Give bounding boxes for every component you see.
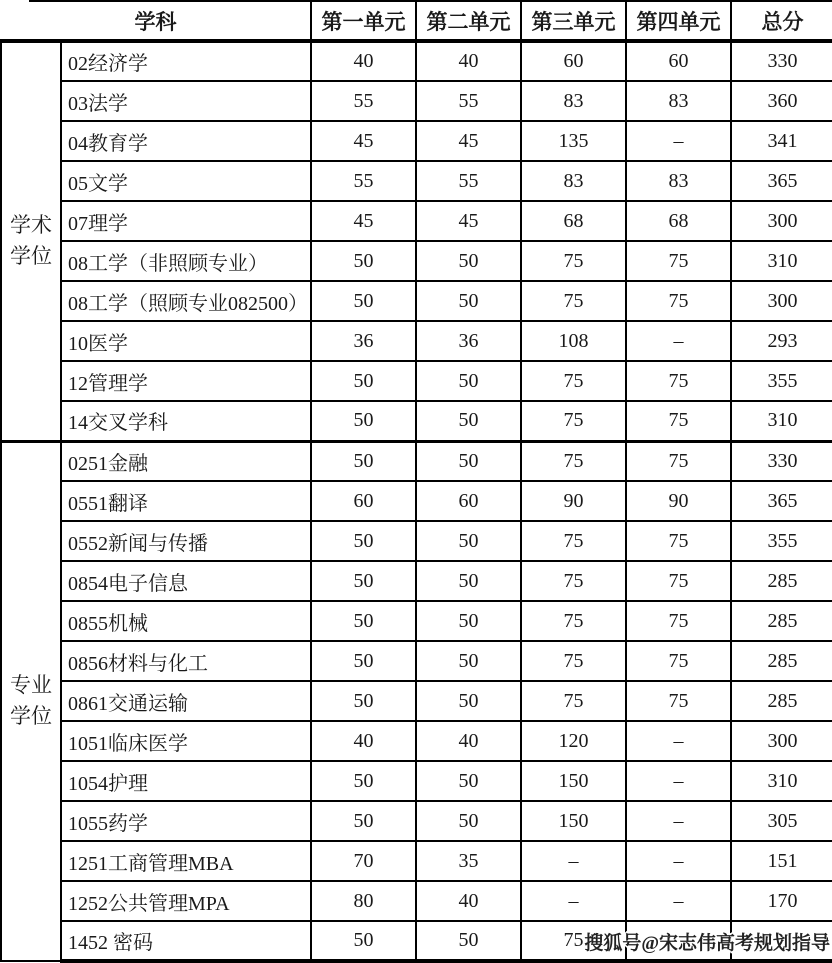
score-cell: 45 xyxy=(416,201,521,241)
subject-cell: 05文学 xyxy=(61,161,311,201)
score-cell: 300 xyxy=(731,281,832,321)
subject-cell: 0861交通运输 xyxy=(61,681,311,721)
score-cell: 310 xyxy=(731,401,832,441)
subject-cell: 1054护理 xyxy=(61,761,311,801)
header-subject: 学科 xyxy=(1,1,311,41)
table-row xyxy=(1,281,832,321)
score-cell: 310 xyxy=(731,241,832,281)
score-cell: 75 xyxy=(626,641,731,681)
score-cell: 50 xyxy=(311,401,416,441)
subject-cell: 0551翻译 xyxy=(61,481,311,521)
corner-blank xyxy=(0,0,29,4)
table-row xyxy=(1,81,832,121)
subject-cell: 1055药学 xyxy=(61,801,311,841)
subject-cell: 0854电子信息 xyxy=(61,561,311,601)
score-cell: 75 xyxy=(626,441,731,481)
score-cell: 40 xyxy=(311,41,416,81)
score-cell: 90 xyxy=(521,481,626,521)
score-cell: 285 xyxy=(731,681,832,721)
score-cell: 365 xyxy=(731,161,832,201)
table-row xyxy=(1,401,832,441)
score-cell: 341 xyxy=(731,121,832,161)
score-cell: 75 xyxy=(626,401,731,441)
subject-cell: 14交叉学科 xyxy=(61,401,311,441)
score-cell: 50 xyxy=(311,241,416,281)
score-cell: 40 xyxy=(416,881,521,921)
score-cell: 50 xyxy=(416,401,521,441)
score-cell: 285 xyxy=(731,641,832,681)
table-row xyxy=(1,681,832,721)
table-body xyxy=(1,41,832,961)
header-unit3: 第三单元 xyxy=(521,1,626,41)
score-cell: – xyxy=(521,841,626,881)
score-cell: 75 xyxy=(521,241,626,281)
score-cell: 50 xyxy=(416,801,521,841)
score-cell: 68 xyxy=(521,201,626,241)
subject-cell: 02经济学 xyxy=(61,41,311,81)
table-row xyxy=(1,521,832,561)
score-cell: 151 xyxy=(731,841,832,881)
score-cell: 300 xyxy=(731,201,832,241)
subject-cell: 03法学 xyxy=(61,81,311,121)
subject-cell: 1452 密码 xyxy=(61,921,311,961)
score-cell: 75 xyxy=(521,641,626,681)
score-cell: 75 xyxy=(626,601,731,641)
subject-cell: 08工学（照顾专业082500） xyxy=(61,281,311,321)
table-row xyxy=(1,721,832,761)
subject-cell: 0856材料与化工 xyxy=(61,641,311,681)
table-row xyxy=(1,641,832,681)
header-unit1: 第一单元 xyxy=(311,1,416,41)
score-cell: – xyxy=(626,121,731,161)
score-cell: 50 xyxy=(311,641,416,681)
table-row xyxy=(1,441,832,481)
score-cell: 90 xyxy=(626,481,731,521)
score-cell: 55 xyxy=(416,81,521,121)
score-cell: 50 xyxy=(311,521,416,561)
subject-cell: 0855机械 xyxy=(61,601,311,641)
table-row xyxy=(1,241,832,281)
score-cell: 50 xyxy=(311,561,416,601)
score-cell: 50 xyxy=(416,921,521,961)
score-cell: 50 xyxy=(311,281,416,321)
header-unit4: 第四单元 xyxy=(626,1,731,41)
score-cell: 108 xyxy=(521,321,626,361)
table-row xyxy=(1,361,832,401)
score-cell: 330 xyxy=(731,41,832,81)
score-cell: 75 xyxy=(521,921,626,961)
score-cell: 40 xyxy=(416,721,521,761)
score-cell: 50 xyxy=(416,561,521,601)
score-cell: 50 xyxy=(311,761,416,801)
score-cell: 75 xyxy=(521,601,626,641)
score-cell: – xyxy=(626,321,731,361)
degree-group-label: 学术学位 xyxy=(1,41,61,441)
score-cell: 36 xyxy=(311,321,416,361)
score-cell: 75 xyxy=(521,281,626,321)
score-cell: 35 xyxy=(416,841,521,881)
score-cell: 45 xyxy=(311,121,416,161)
score-cell: 50 xyxy=(416,761,521,801)
score-cell: 50 xyxy=(311,361,416,401)
score-cell: 365 xyxy=(731,481,832,521)
score-cell: 68 xyxy=(626,201,731,241)
score-cell: 40 xyxy=(416,41,521,81)
score-cell: 50 xyxy=(416,641,521,681)
table-row xyxy=(1,201,832,241)
score-cell: 75 xyxy=(626,361,731,401)
score-cell: – xyxy=(626,801,731,841)
score-cell: 75 xyxy=(626,561,731,601)
score-cell: 75 xyxy=(521,401,626,441)
score-cell: – xyxy=(626,721,731,761)
subject-cell: 07理学 xyxy=(61,201,311,241)
score-cell: – xyxy=(521,881,626,921)
score-cell: 285 xyxy=(731,561,832,601)
score-cell: 70 xyxy=(311,841,416,881)
score-cell: 60 xyxy=(626,41,731,81)
score-cell: 50 xyxy=(416,281,521,321)
score-cell: 50 xyxy=(311,681,416,721)
score-cell: 150 xyxy=(521,801,626,841)
score-cell: 75 xyxy=(626,681,731,721)
subject-cell: 1252公共管理MPA xyxy=(61,881,311,921)
score-cell: 150 xyxy=(521,761,626,801)
score-cell: 330 xyxy=(731,441,832,481)
score-cell: – xyxy=(626,841,731,881)
subject-cell: 0552新闻与传播 xyxy=(61,521,311,561)
subject-cell: 1051临床医学 xyxy=(61,721,311,761)
score-cell: 293 xyxy=(731,321,832,361)
score-cell: 50 xyxy=(416,681,521,721)
score-cell: 120 xyxy=(521,721,626,761)
score-cell: 83 xyxy=(626,81,731,121)
score-cell: 55 xyxy=(311,81,416,121)
table-row xyxy=(1,41,832,81)
score-cell: 75 xyxy=(521,441,626,481)
score-cell: 305 xyxy=(731,801,832,841)
score-cell: 45 xyxy=(416,121,521,161)
subject-cell: 1251工商管理MBA xyxy=(61,841,311,881)
table-row xyxy=(1,321,832,361)
table-row xyxy=(1,801,832,841)
score-cell: 40 xyxy=(311,721,416,761)
score-cell: 45 xyxy=(311,201,416,241)
table-row xyxy=(1,841,832,881)
table-header-row xyxy=(1,1,832,41)
subject-cell: 12管理学 xyxy=(61,361,311,401)
score-cell: 75 xyxy=(521,521,626,561)
score-cell: 50 xyxy=(416,521,521,561)
subject-cell: 04教育学 xyxy=(61,121,311,161)
score-cell: – xyxy=(626,761,731,801)
score-cell: 300 xyxy=(731,721,832,761)
table-row xyxy=(1,121,832,161)
score-cell: 75 xyxy=(521,681,626,721)
score-cell: 310 xyxy=(731,761,832,801)
table-row xyxy=(1,761,832,801)
score-cell: 36 xyxy=(416,321,521,361)
score-cell: 55 xyxy=(311,161,416,201)
score-cell: – xyxy=(626,881,731,921)
header-unit2: 第二单元 xyxy=(416,1,521,41)
degree-group-label: 专业学位 xyxy=(1,441,61,961)
score-cell: 50 xyxy=(311,801,416,841)
score-cell: 50 xyxy=(416,241,521,281)
score-cell: 285 xyxy=(731,601,832,641)
score-cell: 75 xyxy=(521,561,626,601)
table-row xyxy=(1,881,832,921)
score-cell: 80 xyxy=(311,881,416,921)
score-cell: 50 xyxy=(311,921,416,961)
subject-cell: 0251金融 xyxy=(61,441,311,481)
score-cell: 60 xyxy=(311,481,416,521)
score-cell: 50 xyxy=(416,361,521,401)
score-cell: 83 xyxy=(626,161,731,201)
table-row xyxy=(1,161,832,201)
score-cell: 360 xyxy=(731,81,832,121)
score-cell: 50 xyxy=(416,441,521,481)
score-cell: 50 xyxy=(416,601,521,641)
table-row xyxy=(1,561,832,601)
score-cell: 75 xyxy=(626,521,731,561)
score-cell: 135 xyxy=(521,121,626,161)
watermark: 搜狐号@宋志伟高考规划指导 xyxy=(584,933,830,954)
score-cell: 60 xyxy=(521,41,626,81)
score-cell: 50 xyxy=(311,601,416,641)
score-cell: 75 xyxy=(521,361,626,401)
score-cell: 75 xyxy=(626,241,731,281)
score-cell: 355 xyxy=(731,361,832,401)
table-row xyxy=(1,601,832,641)
score-cell: 60 xyxy=(416,481,521,521)
subject-cell: 10医学 xyxy=(61,321,311,361)
subject-cell: 08工学（非照顾专业） xyxy=(61,241,311,281)
score-cell: 83 xyxy=(521,81,626,121)
score-cell: 50 xyxy=(311,441,416,481)
table-row xyxy=(1,481,832,521)
score-cell: 83 xyxy=(521,161,626,201)
score-cell: 170 xyxy=(731,881,832,921)
score-cell: 75 xyxy=(626,281,731,321)
header-total: 总分 xyxy=(731,1,832,41)
score-cell: 55 xyxy=(416,161,521,201)
score-cell: 355 xyxy=(731,521,832,561)
